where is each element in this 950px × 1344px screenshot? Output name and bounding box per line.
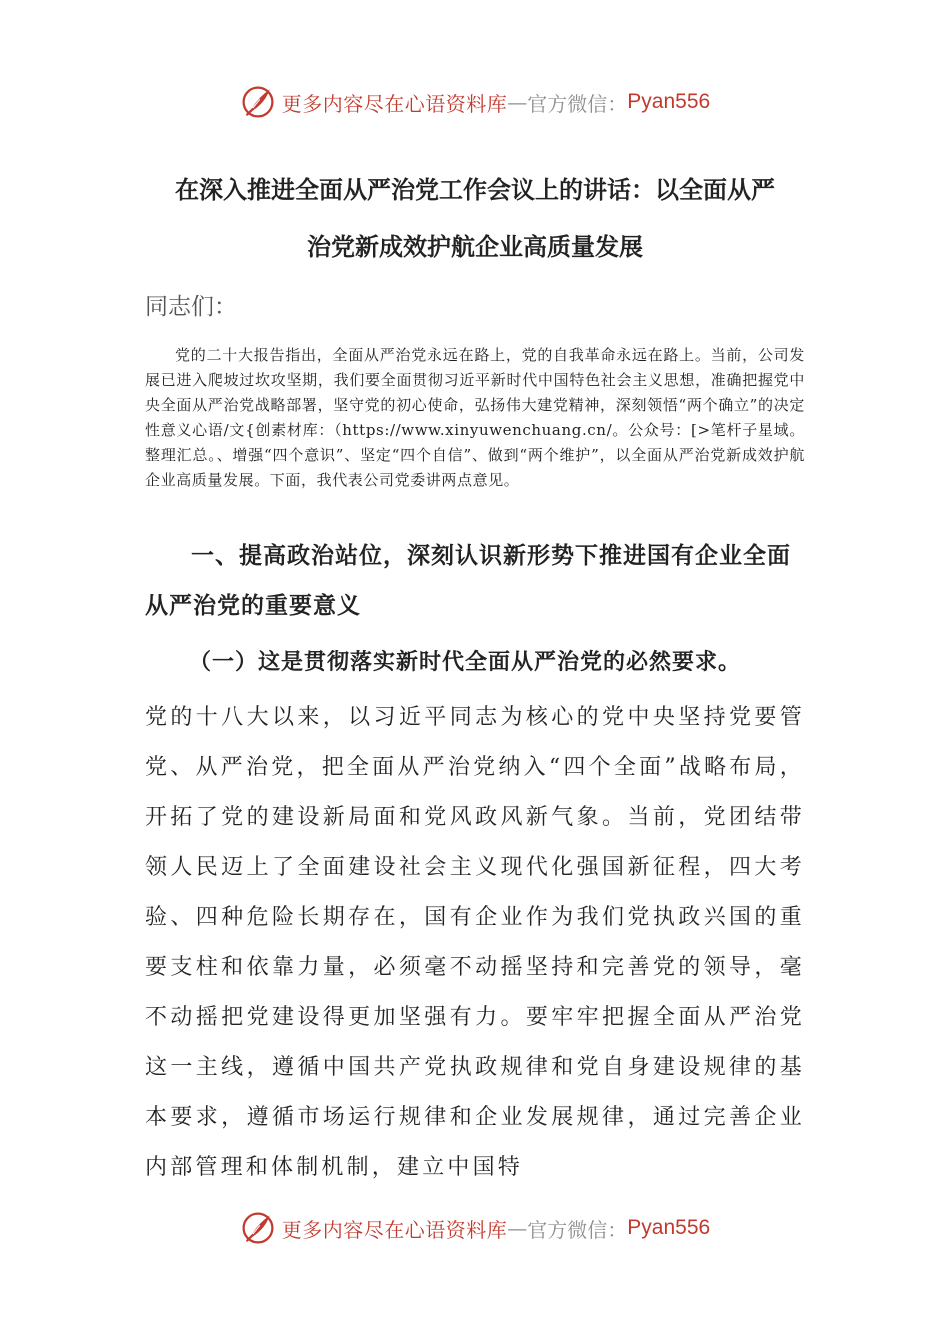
body-paragraph: 党的十八大以来，以习近平同志为核心的党中央坚持党要管党、从严治党，把全面从严治党纳入“四个全面”战略布局，开拓了党的建设新局面和党风政风新气象。当前，党团结带领人民迈上了全面建设社会主义现代化强国新征程，四大考验、四种危险长期存在，国有企业作为我们党执政兴国的重要支柱和依靠力量，必须毫不动摇坚持和完善党的领导，毫不动摇把党建设得更加坚强有力。要牢牢把握全面从严治党这一主线，遵循中国共产党执政规律和党自身建设规律的基本要求，遵循市场运行规律和企业发展规律，通过完善企业内部管理和体制机制，建立中国特 (145, 705, 805, 1180)
salutation: 同志们： (145, 294, 237, 320)
subsection-heading-1: （一）这是贯彻落实新时代全面从严治党的必然要求。 (189, 650, 742, 675)
intro-paragraph: 党的二十大报告指出，全面从严治党永远在路上，党的自我革命永远在路上。当前，公司发展已进入爬坡过坎攻坚期，我们要全面贯彻习近平新时代中国特色社会主义思想，准确把握党中央全面从严治党战略部署，坚守党的初心使命，弘扬伟大建党精神，深刻领悟“两个确立”的决定性意义心语/文{创素材库：（https://www.xinyuwenchuang.cn/。公众号：[>笔杆子星域。整理汇总。、增强“四个意识”、坚定“四个自信”、做到“两个维护”，以全面从严治党新成效护航企业高质量发展。下面，我代表公司党委讲两点意见。 (145, 346, 805, 489)
banner-separator: — (507, 90, 528, 114)
banner-wechat-label: 官方微信： (527, 1217, 628, 1242)
quill-logo-icon (240, 84, 276, 120)
document-title-line-2: 治党新成效护航企业高质量发展 (307, 233, 643, 261)
banner-wechat-id: Pyan556 (627, 1216, 711, 1239)
banner-wechat-label: 官方微信： (527, 91, 628, 116)
header-watermark-banner (0, 82, 950, 122)
banner-main-text: 更多内容尽在心语资料库 (281, 1217, 508, 1242)
banner-wechat-id: Pyan556 (627, 90, 711, 113)
footer-watermark-banner (0, 1208, 950, 1248)
banner-main-text: 更多内容尽在心语资料库 (281, 91, 508, 116)
banner-separator: — (507, 1216, 528, 1240)
document-title-line-1: 在深入推进全面从严治党工作会议上的讲话：以全面从严 (175, 176, 775, 204)
section-heading-1: 一、提高政治站位，深刻认识新形势下推进国有企业全面从严治党的重要意义 (145, 543, 791, 619)
quill-logo-icon (240, 1210, 276, 1246)
